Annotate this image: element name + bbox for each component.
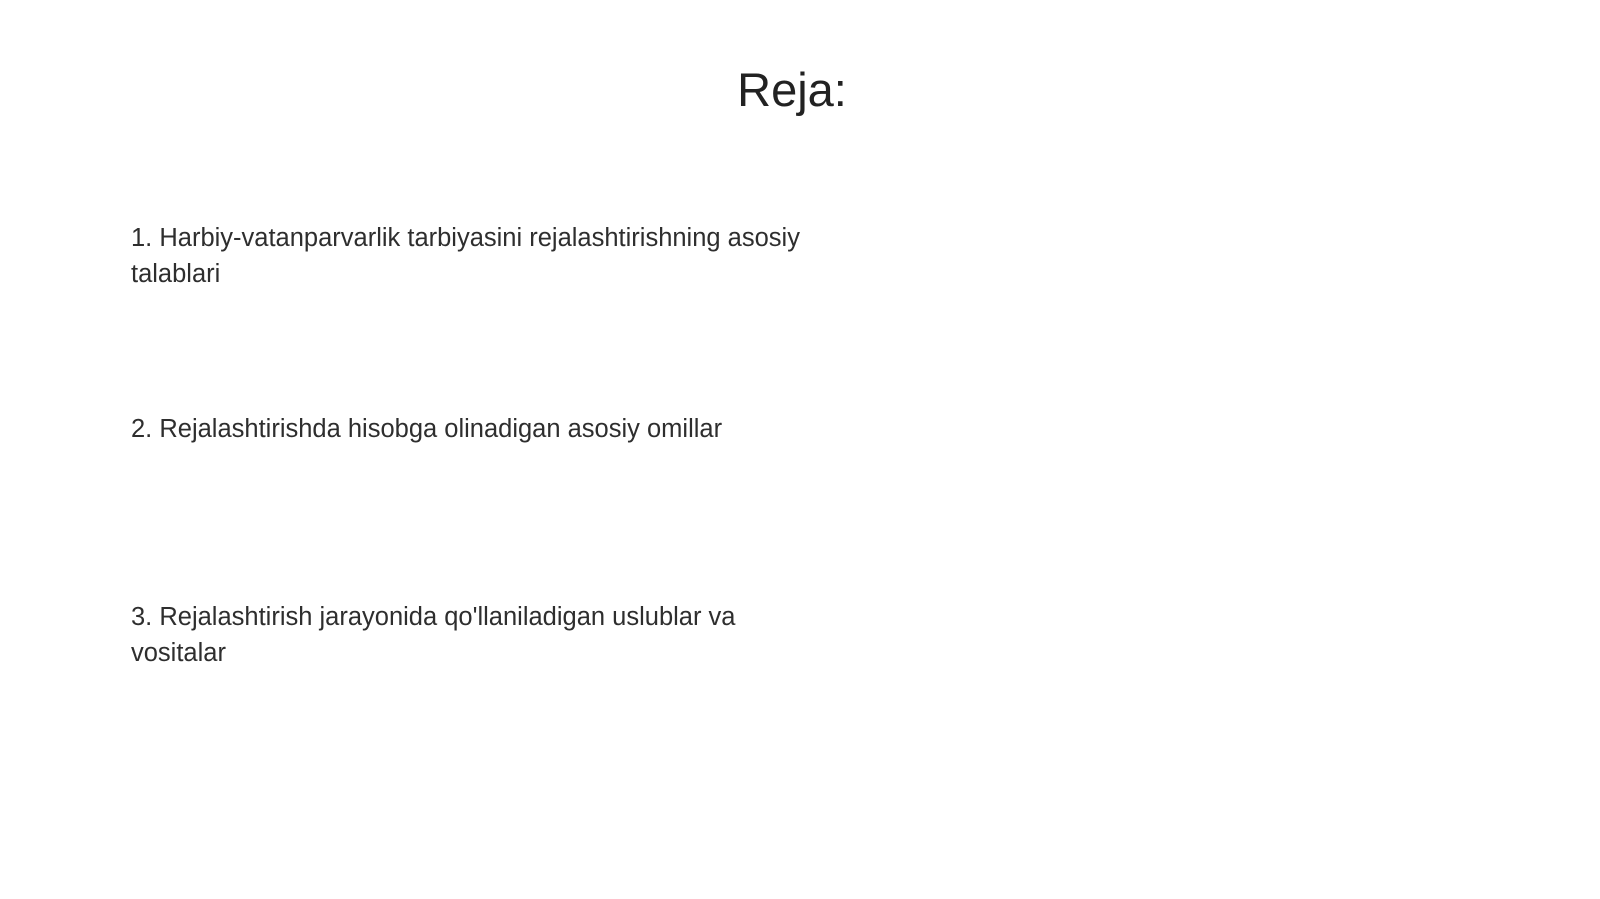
plan-item-3: 3. Rejalashtirish jarayonida qo'llaniladigan uslublar va vositalar: [131, 603, 736, 667]
slide-title: [0, 62, 1600, 118]
slide-title-text: Reja:: [737, 63, 847, 116]
plan-item-1: 1. Harbiy-vatanparvarlik tarbiyasini rejalashtirishning asosiy talablari: [131, 224, 800, 288]
plan-item-2: 2. Rejalashtirishda hisobga olinadigan asosiy omillar: [131, 415, 723, 443]
